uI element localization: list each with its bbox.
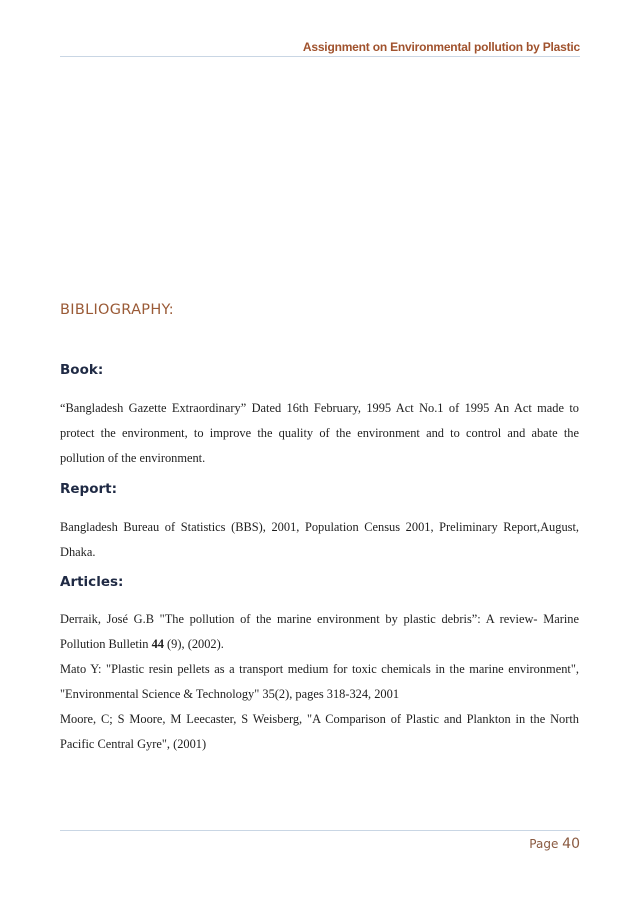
entry-text: (9), (2002). xyxy=(163,637,224,651)
bibliography-entry-report: Bangladesh Bureau of Statistics (BBS), 2001, Population Census 2001, Preliminary Report,August, Dhaka. xyxy=(60,520,579,559)
section-heading-report: Report: xyxy=(60,481,117,497)
bibliography-entry-article-mato: Mato Y: "Plastic resin pellets as a transport medium for toxic chemicals in the marine environment", "Environmental Science & Technology" 35(2), pages 318-324, 2001 xyxy=(60,662,579,701)
bibliography-entry-article-moore: Moore, C; S Moore, M Leecaster, S Weisberg, "A Comparison of Plastic and Plankton in the North Pacific Central Gyre", (2001) xyxy=(60,712,579,751)
volume-number: 44 xyxy=(151,637,164,651)
bibliography-heading: BIBLIOGRAPHY: xyxy=(60,302,174,318)
entry-text: Derraik, José G.B "The pollution of the marine environment by plastic debris”: A review- Marine Pollution Bulletin xyxy=(60,612,579,651)
section-heading-book: Book: xyxy=(60,362,104,378)
bibliography-entry-book: “Bangladesh Gazette Extraordinary” Dated 16th February, 1995 Act No.1 of 1995 An Act made to protect the environment, to improve the quality of the environment and to control and abate the pollution of the environment. xyxy=(60,401,579,465)
header-title: Assignment on Environmental pollution by Plastic xyxy=(302,40,580,54)
header-divider xyxy=(60,56,580,57)
footer-divider xyxy=(60,830,580,831)
page-number-value: 40 xyxy=(562,836,580,852)
section-heading-articles: Articles: xyxy=(60,574,124,590)
page-number xyxy=(529,836,580,852)
bibliography-entry-article-derraik xyxy=(60,607,579,657)
page-label: Page xyxy=(529,837,559,851)
